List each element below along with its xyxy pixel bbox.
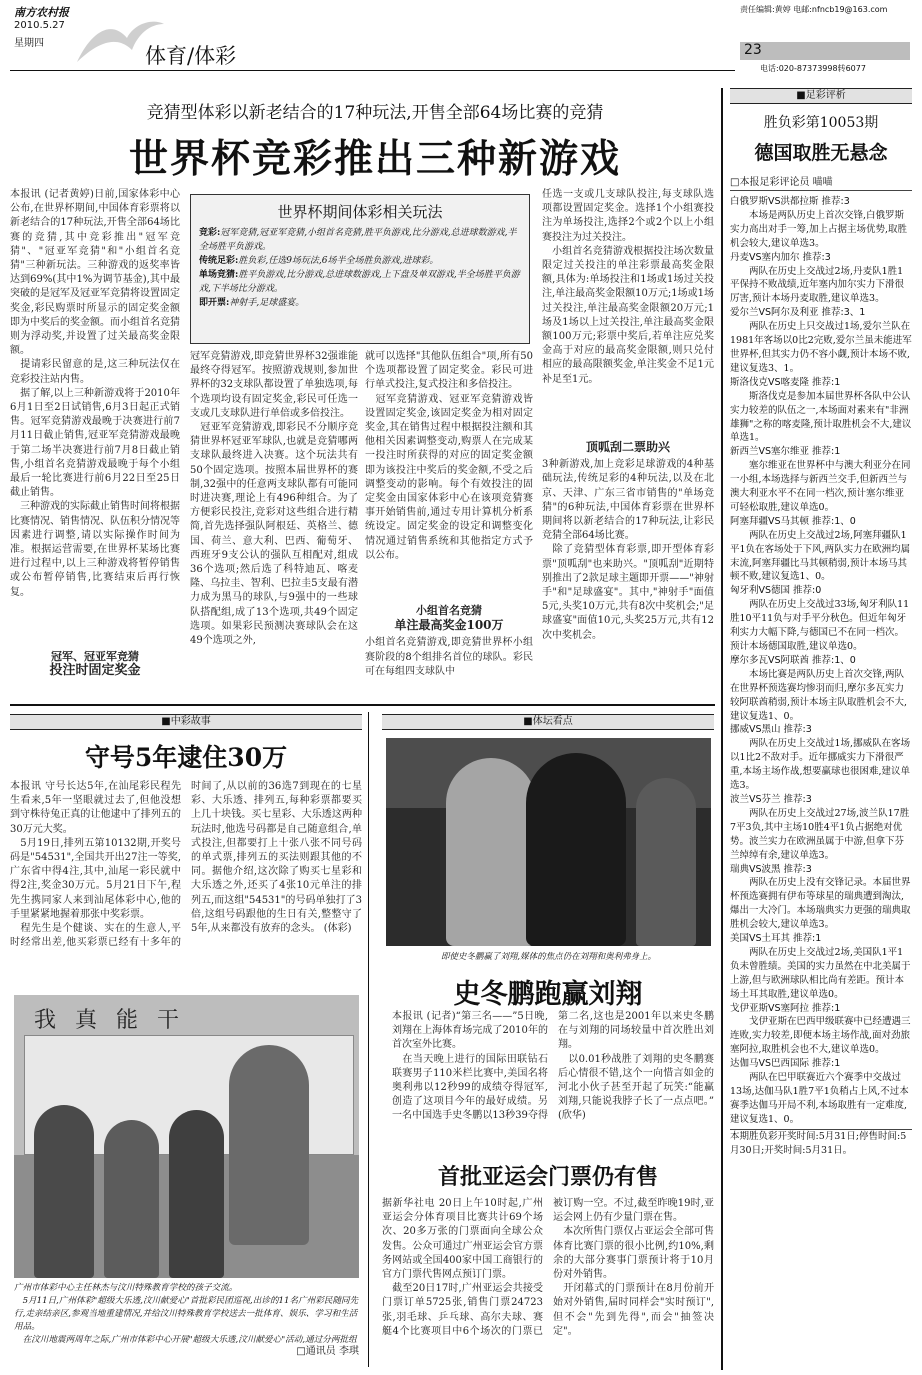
match-item bbox=[730, 793, 912, 863]
paper-name: 南方农村报 bbox=[14, 6, 69, 19]
right-column-divider bbox=[721, 88, 723, 1370]
lead-subhead-c: 顶呱刮二票助兴 bbox=[585, 440, 670, 454]
match-item bbox=[730, 376, 912, 446]
athletics-photo bbox=[386, 738, 711, 946]
sidebox-label: 即开票: bbox=[199, 298, 230, 308]
lottery-story bbox=[10, 714, 362, 984]
footer-note: 本期胜负彩开奖时间:5月31日;停售时间:5月30日;开奖时间:5月31日。 bbox=[730, 1129, 912, 1158]
sidebox-text: 冠军竞猜,冠亚军竞猜,小组首名竞猜,胜平负游戏,比分游戏,总进球数游戏,半全场胜平负游戏。 bbox=[199, 228, 517, 252]
sidebox-text: 神射手,足球盛宴。 bbox=[229, 298, 305, 308]
lead-bottom-rule bbox=[10, 704, 715, 706]
charity-credit: □通讯员 李琪 bbox=[296, 1346, 359, 1357]
photo-athlete-liu bbox=[446, 758, 536, 946]
athletics-section-tag: ■体坛看点 bbox=[382, 714, 714, 730]
issue-weekday: 星期四 bbox=[14, 38, 44, 49]
sidebox-label: 竞彩: bbox=[199, 228, 221, 238]
match-title: 斯洛伐克VS喀麦隆 推荐:1 bbox=[730, 376, 841, 388]
match-title: 美国VS土耳其 推荐:1 bbox=[730, 933, 822, 945]
sidebox-item bbox=[199, 268, 521, 296]
masthead bbox=[0, 0, 922, 80]
right-section-tag: ■足彩评析 bbox=[730, 88, 912, 104]
match-body: 两队在历史上交战过2场,美国队1平1负未曾胜绩。美国的实力虽然在中北美属于上游,但与欧洲球队相比尚有差距。预计本场土耳其取胜,建议单选0。 bbox=[730, 946, 911, 1000]
match-item bbox=[730, 584, 912, 654]
match-item bbox=[730, 654, 912, 724]
match-title: 戈伊亚斯VS塞阿拉 推荐:1 bbox=[730, 1002, 841, 1014]
phone-line: 电话:020-87373998转6077 bbox=[760, 64, 866, 73]
match-title: 爱尔兰VS阿尔及利亚 推荐:3、1 bbox=[730, 307, 866, 319]
charity-caption-text: 广州市体彩中心主任林杰与汶川特殊教育学校的孩子交流。 5月11日,广州体彩"超级大乐透,汶川献爱心"首批彩民团巡视,出诊的11名广州彩民随同先行,走亲结亲区,参观当地重建情况,并给汶川特殊教育学校送去一批体育、娱乐、学习和生活用品。 在汶川地震两周年之际,广州市体彩中心开展"超级大乐透,汶川献爱心"活动,通过分两批组 bbox=[14, 1283, 359, 1345]
photo-athlete-oliver bbox=[526, 753, 626, 946]
match-body: 两队在历史上交战过2场,丹麦队1胜1平保持不败战绩,近年塞内加尔实力下滑很厉害,预计本场丹麦取胜,建议单选3。 bbox=[730, 265, 905, 305]
right-column bbox=[730, 88, 912, 1370]
lead-col5b-text: 3种新游戏,加上竞彩足球游戏的4种基础玩法,传统足彩的4种玩法,以及在北京、天津、广东三省市销售的"单场竞猜"的6种玩法,中国体育彩票在世界杯期间将以新老结合的17种玩法,让彩民竞猜全部64场比赛。 除了竞猜型体育彩票,即开型体育彩票"顶呱刮"也来助兴。"顶呱刮"近期特别推出了2款足球主题即开票——"神射手"和"足球盛宴"。其中,"神射手"面值5元,头奖10万元,共有8次中奖机会;"足球盛宴"面值10元,头奖25万元,共有12次中奖机会。 bbox=[542, 459, 714, 641]
match-title: 阿塞拜疆VS马其顿 推荐:1、0 bbox=[730, 515, 856, 527]
lead-kicker: 竞猜型体彩以新老结合的17种玩法,开售全部64场比赛的竞猜 bbox=[146, 103, 604, 123]
match-title: 达伽马VS巴西国际 推荐:1 bbox=[730, 1058, 841, 1070]
match-body: 两队在历史上没有交锋记录。本届世界杯预选赛拥有伊布等球星的瑞典遭到淘汰,爆出一大冷门。本场瑞典实力更强的瑞典取胜机会较大,建议单选3。 bbox=[730, 877, 911, 931]
page-number-box bbox=[740, 42, 910, 60]
match-body: 戈伊亚斯在巴西甲级联赛中已经遭遇三连败,实力较差,即便本场主场作战,面对劲旅塞阿拉,取胜机会也不大,建议单选0。 bbox=[730, 1016, 911, 1056]
match-body: 两队在历史上交战过33场,匈牙利队11胜10平11负与对手平分秋色。但近年匈牙利实力大幅下降,与德国已不在同一档次。预计本场德国取胜,建议单选0。 bbox=[730, 599, 910, 652]
sidebox-label: 单场竞猜: bbox=[199, 270, 239, 280]
asian-games-headline: 首批亚运会门票仍有售 bbox=[437, 1164, 658, 1190]
lead-col4-text: 就可以选择"其他队伍组合"项,所有50个选项都设置了固定奖金。彩民可进行单式投注,复式投注和多倍投注。 冠军竞猜游戏、冠亚军竞猜游戏皆设置固定奖金,该固定奖金为相对固定奖金,其在销售过程中根据投注额和其他相关因素调整变动,购票人在完成某一投注时所获得的对应的固定奖金额即为该投注中奖后的奖金额,不受之后调整变动的影响。每个有效投注的固定奖金由国家体彩中心在该项竞猜赛事开始销售前,通过专用计算机分析系统设定。固定奖金的设定和调整变化情况通过销售系统和其他指定方式予以公布。 bbox=[365, 351, 533, 561]
editor-line: 责任编辑:黄婷 电邮:nfncb19@163.com bbox=[740, 5, 888, 14]
match-body: 塞尔维亚在世界杯中与澳大利亚分在同一小组,本场选择与新西兰交手,但新西兰与澳大利亚水平不在同一档次,预计塞尔维亚可轻松取胜,建议单选0。 bbox=[730, 460, 911, 513]
match-item bbox=[730, 445, 912, 515]
match-item bbox=[730, 1057, 912, 1127]
page-number: 23 bbox=[744, 42, 762, 58]
match-item bbox=[730, 306, 912, 376]
right-headline: 德国取胜无悬念 bbox=[754, 142, 888, 164]
athletics-body: 本报讯 (记者)“第三名——”5日晚,刘翔在上海体育场完成了2010年的首次室外比赛。 在当天晚上进行的国际田联钻石联赛男子110米栏比赛中,美国名将奥利弗以12秒99的成绩夺得冠军,创造了这项目今年的最好成绩。另一名中国选手史冬鹏以13秒39夺得第二名,这也是2001年以来史冬鹏在与刘翔的同场较量中首次胜出刘翔。 以0.01秒战胜了刘翔的史冬鹏赛后心情很不错,这个一向惜言如金的河北小伙子甚至开起了玩笑:“能赢刘翔,只能说我脖子长了一点点吧。” (欣华) bbox=[392, 1011, 714, 1122]
lead-col5 bbox=[542, 188, 714, 698]
match-item bbox=[730, 723, 912, 793]
lottery-body: 本报讯 守号长达5年,在汕尾彩民程先生看来,5年一坚眼就过去了,但他没想到守株待兔正真的让他逮中了排列五的30万元大奖。 5月19日,排列五第10132期,开奖号码是"54531",全国共开出27注一等奖,广东省中得4注,其中,汕尾一彩民就中得2注,奖金30万元。5月21日下午,程先生携同家人来到汕尾体彩中心,他的手里紧紧地握着那张中奖彩票。 程先生是个健谈、实在的生意人,平时经常出差,他买彩票已经有十多年的时间了,从以前的36选7到现在的七星彩、大乐透、排列五,每种彩票都要买上几十块钱。买七星彩、大乐透这两种玩法时,他选号码都是自己随意组合,单式投注,但都要打上十张八张不同号码的单式票,排列五的买法则跟其他的不同。据他介绍,这次除了购买七星彩和大乐透之外,还买了4张10元单注的排列五,而这组"54531"的号码单独打了3倍,这组号码跟他的生日有关,整整守了5年,从来都没有放弃的念头。 (体彩) bbox=[10, 781, 362, 949]
match-body: 两队在历史上交战过27场,波兰队17胜7平3负,其中主场10胜4平1负占据绝对优势。波兰实力在欧洲虽属于中游,但拿下芬兰绰绰有余,建议单选3。 bbox=[730, 807, 910, 861]
match-body: 两队在历史上交战过2场,阿塞拜疆队1平1负在客场处于下风,两队实力在欧洲均属末流,阿塞拜疆比马其顿稍弱,预计本场马其顿不败,建议复选1、0。 bbox=[730, 529, 911, 583]
sidebox-text: 胜平负游戏,比分游戏,总进球数游戏,上下盘及单双游戏,半全场胜平负游戏,下半场比分游戏。 bbox=[199, 270, 520, 294]
match-item bbox=[730, 195, 912, 251]
match-list bbox=[730, 195, 912, 1158]
lead-col4 bbox=[365, 350, 533, 694]
right-byline: □本报足彩评论员 喵喵 bbox=[730, 173, 912, 191]
athletics-caption: 即使史冬鹏赢了刘翔,媒体的焦点仍在刘翔和奥利弗身上。 bbox=[440, 952, 657, 962]
masthead-underline bbox=[10, 70, 735, 71]
mid-vertical-divider bbox=[368, 712, 369, 1367]
lottery-headline: 守号5年逮住30万 bbox=[84, 743, 288, 772]
match-body: 本场是两队历史上首次交锋,白俄罗斯实力高出对手一筹,加上占据主场优势,取胜机会较大,建议单选3。 bbox=[730, 209, 908, 249]
photo-board-text: 我 真 能 干 bbox=[34, 1008, 185, 1033]
match-body: 两队在历史上交战过1场,挪威队在客场以1比2不敌对手。近年挪威实力下滑很严重,本场主场作战,想要赢球也很困难,建议单选3。 bbox=[730, 738, 911, 792]
match-title: 瑞典VS波黑 推荐:3 bbox=[730, 863, 812, 875]
lead-col3: 冠军竞猜游戏,即竞猜世界杯32强谁能最终夺得冠军。按照游戏规则,参加世界杯的32支球队都设置了单独选项,每个选项均设有固定奖金,彩民可任选一支或几支球队进行单倍或多倍投注。 冠亚军竞猜游戏,即彩民不分顺序竞猜世界杯冠亚军球队,也就是竞猜哪两支球队最终进入决赛。这个玩法共有50个固定选项。按照本届世界杯的赛制,32强中的任意两支球队都有可能同时进决赛,理论上有496种组合。为了方便彩民投注,竞彩对这些组合进行精简,首先选择强队阿根廷、英格兰、德国、荷兰、意大利、巴西、葡萄牙、西班牙9支公认的强队互相配对,组成36个选项;然后选了科特迪瓦、喀麦隆、乌拉圭、智利、巴拉圭5支最有潜力成为黑马的球队,与9强中的一些球队搭配组,成了13个选项,共49个固定选项。如果彩民预测决赛球队会在这49个选项之外, bbox=[190, 351, 358, 647]
right-kicker: 胜负彩第10053期 bbox=[763, 115, 879, 131]
match-body: 两队在巴甲联赛近六个赛季中交战过13场,达伽马队1胜7平1负稍占上风,不过本赛季达伽马开局不利,本场取胜有一定难度,建议复选1、0。 bbox=[730, 1072, 909, 1125]
lead-col1 bbox=[10, 188, 180, 678]
asian-games-body: 据新华社电 20日上午10时起,广州亚运会分体育项目比赛共计69个场次、20多万张的门票面向全球公众发售。公众可通过广州亚运会官方票务网站或全国400家中国工商银行的官方门票代售网点预订门票。 截至20日17时,广州亚运会共接受门票订单5725张,销售门票24723张,羽毛球、乒乓球、高尔夫球、赛艇4个比赛项目中6个场次的门票已被订购一空。不过,截至昨晚19时,亚运会网上仍有少量门票在售。 本次所售门票仅占亚运会全部可售体育比赛门票的很小比例,约10%,剩余的大部分赛事门票预计将于10月份对外销售。 开闭幕式的门票预计在8月份前开始对外销售,届时同样会"实时预订",但不会"先到先得",而会"抽签决定"。 bbox=[382, 1198, 714, 1337]
lead-col4b-text: 小组首名竞猜游戏,即竞猜世界杯小组赛阶段的8个组排名首位的球队。彩民可在每组四支球队中 bbox=[365, 637, 533, 677]
sidebox-title: 世界杯期间体彩相关玩法 bbox=[277, 203, 443, 221]
lead-subhead-b2: 单注最高奖金100万 bbox=[394, 618, 504, 633]
sidebox-item bbox=[199, 296, 521, 310]
lead-subhead-b1: 小组首名竞猜 bbox=[416, 604, 482, 617]
lead-headline: 世界杯竞彩推出三种新游戏 bbox=[128, 136, 621, 182]
match-item bbox=[730, 251, 912, 307]
lead-col1-text: 本报讯 (记者黄婷)日前,国家体彩中心公布,在世界杯期间,中国体育彩票将以新老结合的17种玩法,开售全部64场比赛的竞猜,其中竞彩推出"冠军竞猜"、"冠亚军竞猜"和"小组首名竞猜"三种新玩法。三种游戏的返奖率皆达到69%(其中1%为调节基金),其中最突破的是冠军及冠亚军竞猜将设置固定奖金,彩民购票时所显示的固定奖金额即为中奖后的奖金额。而小组首名竞猜则为浮动奖,并设置了过关最高奖金限额。 提请彩民留意的是,这三种玩法仅在竞彩投注站内售。 据了解,以上三种新游戏将于2010年6月1日至2日试销售,6月3日起正式销售。冠军竞猜游戏最晚于决赛进行前7月11日截止销售,冠亚军竞猜游戏最晚于第二场半决赛进行前7月8日截止销售,小组首名竞猜游戏最晚于每个小组最后一轮比赛进行前6月22日至25日截止销售。 三种游戏的实际截止销售时间将根据比赛情况、销售情况、队伍积分情况等因素进行调整,请以实际操作时间为准。根据运营需要,在世界杯某场比赛进行过程中,以上三种游戏将暂停销售或公布暂停销售,比赛结束后再行恢复。 bbox=[10, 189, 180, 598]
issue-date: 2010.5.27 bbox=[14, 20, 65, 31]
sidebox-label: 传统足彩: bbox=[199, 256, 239, 266]
match-item bbox=[730, 932, 912, 1002]
match-title: 新西兰VS塞尔维亚 推荐:1 bbox=[730, 446, 841, 458]
athletics-headline: 史冬鹏跑赢刘翔 bbox=[453, 979, 643, 1010]
section-title: 体育/体彩 bbox=[145, 44, 237, 68]
match-title: 波兰VS芬兰 推荐:3 bbox=[730, 793, 812, 805]
match-title: 白俄罗斯VS洪都拉斯 推荐:3 bbox=[730, 196, 850, 207]
lead-subhead-a1: 冠军、冠亚军竞猜 bbox=[51, 650, 139, 663]
lead-sidebox bbox=[190, 194, 530, 344]
match-title: 摩尔多瓦VS阿联酋 推荐:1、0 bbox=[730, 654, 856, 666]
sidebox-text: 胜负彩,任选9场玩法,6场半全场胜负游戏,进球彩。 bbox=[238, 256, 439, 266]
charity-photo bbox=[14, 995, 359, 1278]
photo-figure-child bbox=[34, 1105, 94, 1278]
photo-figure-adult bbox=[229, 1045, 309, 1245]
match-item bbox=[730, 515, 912, 585]
photo-figure-child bbox=[104, 1120, 159, 1278]
match-title: 匈牙利VS德国 推荐:0 bbox=[730, 585, 822, 597]
match-body: 斯洛伐克是参加本届世界杯各队中公认实力较差的队伍之一,本场面对素来有"非洲雄狮"之称的喀麦隆,预计取胜机会不大,建议单选1。 bbox=[730, 390, 912, 444]
match-body: 本场比赛是两队历史上首次交锋,两队在世界杯预选赛均惨羽而归,摩尔多瓦实力较阿联酋稍弱,预计本场主队取胜机会不大,建议复选1、0。 bbox=[730, 668, 908, 722]
lottery-section-tag: ■中彩故事 bbox=[10, 714, 362, 730]
charity-caption bbox=[14, 1282, 359, 1358]
photo-bystander bbox=[636, 778, 696, 946]
athletics-story bbox=[382, 714, 714, 730]
match-item bbox=[730, 1002, 912, 1058]
lead-subhead-a2: 投注时固定奖金 bbox=[49, 663, 141, 679]
sidebox-item bbox=[199, 254, 521, 268]
match-title: 丹麦VS塞内加尔 推荐:3 bbox=[730, 251, 831, 263]
lead-col5-text: 任选一支或几支球队投注,每支球队选项都设置固定奖金。选择1个小组赛投注为单场投注,选择2个或2个以上小组赛投注为过关投注。 小组首名竞猜游戏根据投注场次数量限定过关投注的单注彩票最高奖金限额,具体为:单场投注和1场或1场过关投注,单注最高奖金限额10万元;1场或1场过关投注,单注最高奖金限额20万元;1场及1场以上过关投注,单注最高奖金限额100万元;彩票中奖后,若单注应兑奖金高于对应的最高奖金限额,则只兑付相应的最高限额奖金,单注奖金不足1元补足至1元。 bbox=[542, 189, 714, 385]
match-title: 挪威VS黑山 推荐:3 bbox=[730, 724, 812, 736]
photo-figure-child bbox=[169, 1110, 224, 1278]
match-body: 两队在历史上只交战过1场,爱尔兰队在1981年客场以0比2完败,爱尔兰虽未能进军世界杯,但其实力仍不容小觑,预计本场不败,建议复选3、1。 bbox=[730, 321, 912, 374]
match-item bbox=[730, 863, 912, 933]
sidebox-item bbox=[199, 226, 521, 254]
